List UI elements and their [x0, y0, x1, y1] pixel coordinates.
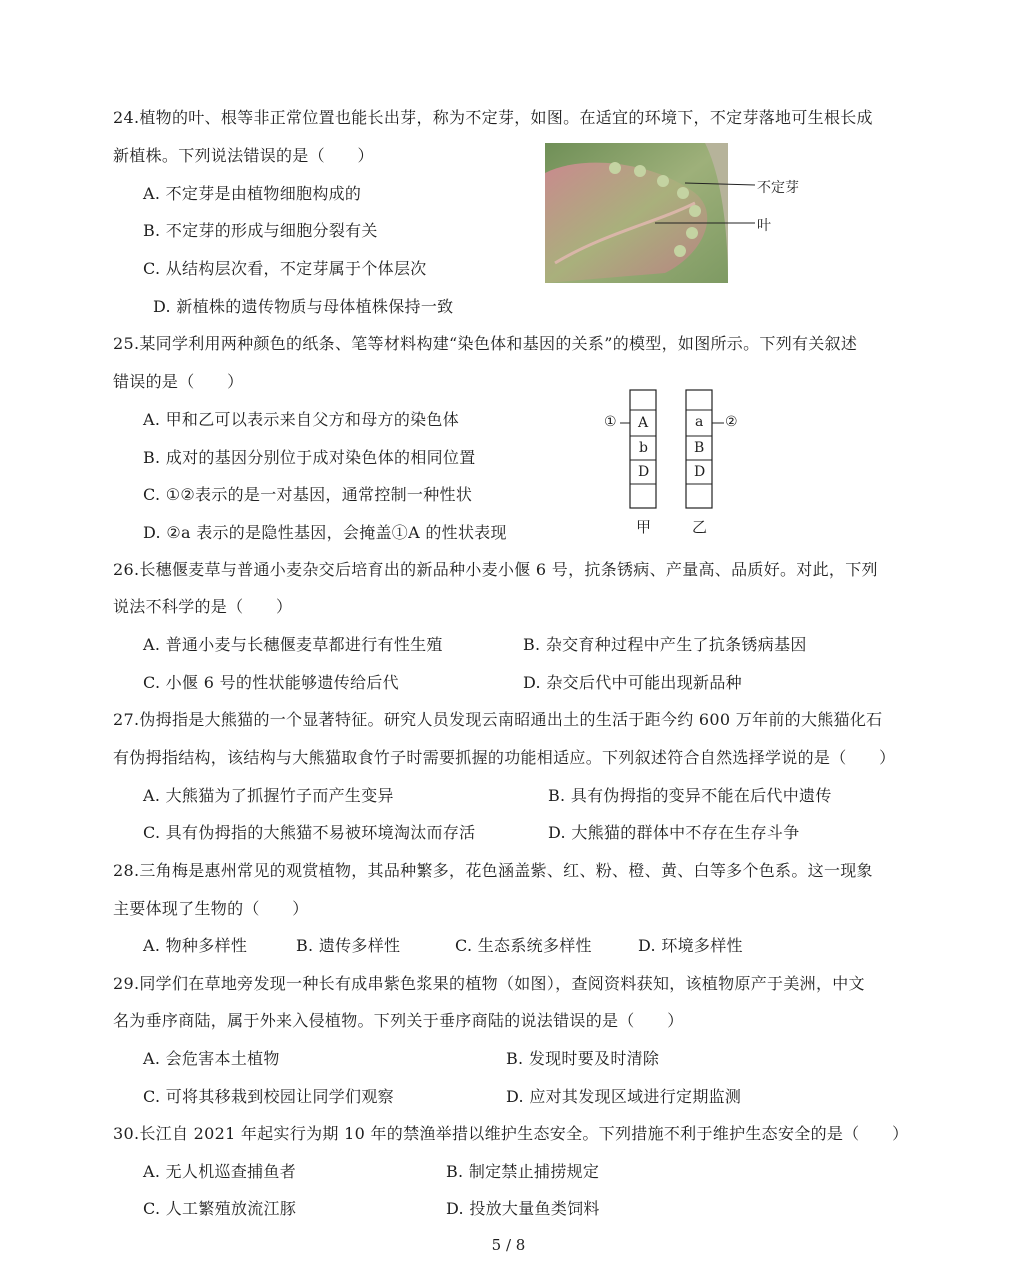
q24-stem-line2: 新植株。下列说法错误的是（ ）: [113, 146, 374, 165]
q29-option-b: B. 发现时要及时清除: [506, 1049, 660, 1068]
q29-stem-line1: 29.同学们在草地旁发现一种长有成串紫色浆果的植物（如图），查阅资料获知，该植物原产于美洲，中文: [113, 974, 865, 993]
q29-option-a: A. 会危害本土植物: [143, 1049, 280, 1068]
gene-right-1: a: [695, 414, 704, 430]
label-leaf: 叶: [757, 218, 771, 234]
q30-option-a: A. 无人机巡查捕鱼者: [143, 1162, 297, 1181]
gene-left-3: D: [638, 464, 650, 480]
q29-option-c: C. 可将其移栽到校园让同学们观察: [143, 1087, 394, 1106]
q26-stem-line1: 26.长穗偃麦草与普通小麦杂交后培育出的新品种小麦小偃 6 号，抗条锈病、产量高、品质好。对此，下列: [113, 560, 878, 579]
q27-stem-line1: 27.伪拇指是大熊猫的一个显著特征。研究人员发现云南昭通出土的生活于距今约 600 万年前的大熊猫化石: [113, 710, 883, 729]
marker-2: ②: [725, 414, 738, 430]
q26-option-d: D. 杂交后代中可能出现新品种: [523, 673, 742, 692]
gene-left-1: A: [638, 415, 649, 431]
q28-stem-line1: 28.三角梅是惠州常见的观赏植物，其品种繁多，花色涵盖紫、红、粉、橙、黄、白等多个色系。这一现象: [113, 861, 873, 880]
q30-option-d: D. 投放大量鱼类饲料: [446, 1199, 600, 1218]
q30-option-c: C. 人工繁殖放流江豚: [143, 1199, 297, 1218]
q27-option-b: B. 具有伪拇指的变异不能在后代中遗传: [548, 786, 832, 805]
marker-1: ①: [604, 414, 617, 430]
q28-option-b: B. 遗传多样性: [296, 936, 401, 955]
chromosome-yi-label: 乙: [692, 518, 708, 536]
gene-right-3: D: [694, 464, 706, 480]
q27-option-c: C. 具有伪拇指的大熊猫不易被环境淘汰而存活: [143, 823, 476, 842]
q30-option-b: B. 制定禁止捕捞规定: [446, 1162, 600, 1181]
chromosome-figure: [600, 386, 760, 536]
q27-option-a: A. 大熊猫为了抓握竹子而产生变异: [143, 786, 394, 805]
page-number: 5 / 8: [491, 1236, 526, 1254]
q30-stem-line1: 30.长江自 2021 年起实行为期 10 年的禁渔举措以维护生态安全。下列措施不利于维护生态安全的是（ ）: [113, 1124, 909, 1143]
q24-option-a: A. 不定芽是由植物细胞构成的: [143, 184, 362, 203]
label-adventitious-bud: 不定芽: [757, 180, 799, 196]
q28-stem-line2: 主要体现了生物的（ ）: [113, 899, 309, 918]
chromosome-jia-label: 甲: [636, 518, 652, 536]
q28-option-c: C. 生态系统多样性: [455, 936, 592, 955]
q24-option-b: B. 不定芽的形成与细胞分裂有关: [143, 221, 378, 240]
plant-leaf-figure: [545, 143, 805, 288]
q29-option-d: D. 应对其发现区域进行定期监测: [506, 1087, 742, 1106]
q24-option-d: D. 新植株的遗传物质与母体植株保持一致: [153, 297, 454, 316]
q25-stem-line1: 25.某同学利用两种颜色的纸条、笔等材料构建“染色体和基因的关系”的模型，如图所示。下列有关叙述: [113, 334, 858, 353]
q27-stem-line2: 有伪拇指结构，该结构与大熊猫取食竹子时需要抓握的功能相适应。下列叙述符合自然选择学说的是（ ）: [113, 748, 896, 767]
q28-option-d: D. 环境多样性: [638, 936, 743, 955]
q24-stem-line1: 24.植物的叶、根等非正常位置也能长出芽，称为不定芽，如图。在适宜的环境下，不定芽落地可生根长成: [113, 108, 873, 127]
q25-option-a: A. 甲和乙可以表示来自父方和母方的染色体: [143, 410, 460, 429]
q24-option-c: C. 从结构层次看，不定芽属于个体层次: [143, 259, 427, 278]
q26-stem-line2: 说法不科学的是（ ）: [113, 597, 293, 616]
q26-option-a: A. 普通小麦与长穗偃麦草都进行有性生殖: [143, 635, 443, 654]
q25-option-d: D. ②a 表示的是隐性基因，会掩盖①A 的性状表现: [143, 523, 507, 542]
q25-option-c: C. ①②表示的是一对基因，通常控制一种性状: [143, 485, 473, 504]
q27-option-d: D. 大熊猫的群体中不存在生存斗争: [548, 823, 800, 842]
q26-option-b: B. 杂交育种过程中产生了抗条锈病基因: [523, 635, 807, 654]
gene-left-2: b: [639, 440, 648, 456]
q25-option-b: B. 成对的基因分别位于成对染色体的相同位置: [143, 448, 476, 467]
q29-stem-line2: 名为垂序商陆，属于外来入侵植物。下列关于垂序商陆的说法错误的是（ ）: [113, 1011, 684, 1030]
chromosome-diagram: [600, 386, 760, 536]
gene-right-2: B: [694, 440, 705, 456]
q26-option-c: C. 小偃 6 号的性状能够遗传给后代: [143, 673, 399, 692]
q28-option-a: A. 物种多样性: [143, 936, 248, 955]
q25-stem-line2: 错误的是（ ）: [113, 372, 244, 391]
